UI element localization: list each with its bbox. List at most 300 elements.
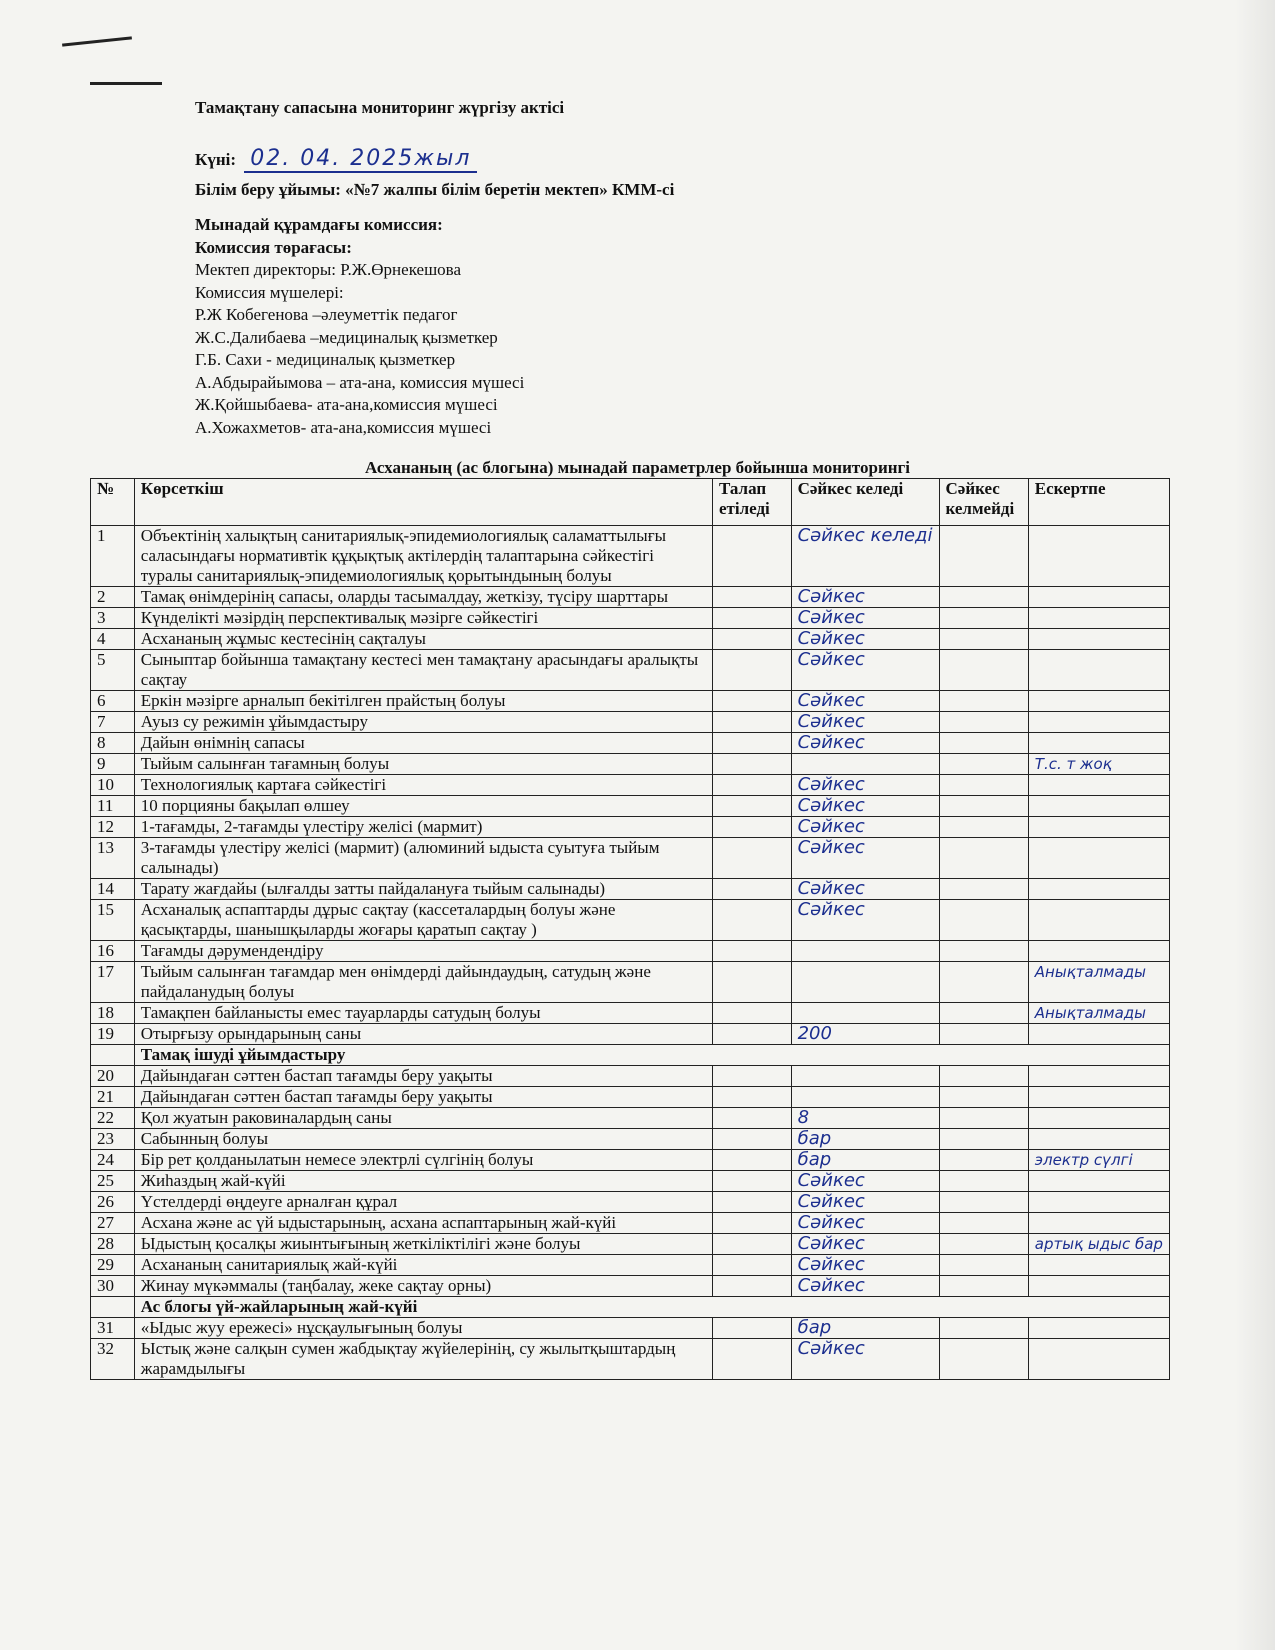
table-row [91,1318,1170,1339]
row-compliant-value: Сәйкес [797,816,865,837]
row-compliant [791,817,939,838]
date-label: Күні: [195,150,237,169]
commission-member: Г.Б. Сахи - медициналық қызметкер [195,350,456,369]
row-required [712,1129,791,1150]
row-required [712,608,791,629]
row-indicator-value: Жиһаздың жай-күйі [140,1171,286,1190]
row-note [1028,691,1169,712]
row-indicator [134,629,712,650]
row-number-value: 9 [97,754,106,773]
table-row [91,1087,1170,1108]
table-title: Асхананың (ас блогына) мынадай параметрлер бойынша мониторингі [365,458,910,477]
row-compliant-value: Сәйкес [797,899,865,920]
table-header-row [91,479,1170,526]
row-noncompliant [939,650,1028,691]
row-number [91,838,135,879]
row-required [712,941,791,962]
row-indicator-value: Асхананың жұмыс кестесінің сақталуы [140,629,426,648]
row-indicator [134,1087,712,1108]
row-number-value: 14 [97,879,114,898]
row-compliant [791,1234,939,1255]
row-indicator [134,1255,712,1276]
table-row [91,1276,1170,1297]
row-compliant-value: Сәйкес [797,628,865,649]
row-note [1028,1234,1169,1255]
header-compliant: Сәйкес келеді [791,479,939,526]
row-number-value: 26 [97,1192,114,1211]
pen-mark [90,82,162,85]
row-required [712,1192,791,1213]
section-title: Тамақ ішуді ұйымдастыру [134,1045,1169,1066]
row-number-value: 3 [97,608,106,627]
row-indicator [134,526,712,587]
row-noncompliant [939,1024,1028,1045]
row-note [1028,1024,1169,1045]
row-note [1028,1087,1169,1108]
row-noncompliant [939,962,1028,1003]
row-number [91,733,135,754]
row-noncompliant [939,1339,1028,1380]
row-note [1028,838,1169,879]
row-compliant [791,1339,939,1380]
date-row [195,146,477,171]
commission-block [195,214,524,439]
table-row [91,1192,1170,1213]
section-number-cell [91,1045,135,1066]
table-row [91,733,1170,754]
row-indicator-value: Дайын өнімнің сапасы [140,733,305,752]
row-number-value: 4 [97,629,106,648]
row-note [1028,1066,1169,1087]
pen-mark [62,36,132,46]
row-indicator [134,691,712,712]
row-compliant-value: Сәйкес [797,607,865,628]
table-body [91,526,1170,1380]
row-number-value: 12 [97,817,114,836]
row-note [1028,629,1169,650]
row-number [91,1087,135,1108]
row-compliant [791,608,939,629]
table-row [91,754,1170,775]
row-required [712,1003,791,1024]
row-note [1028,608,1169,629]
row-compliant [791,1255,939,1276]
row-indicator-value: Асхананың санитариялық жай-күйі [140,1255,398,1274]
row-required [712,1024,791,1045]
row-number [91,608,135,629]
row-noncompliant [939,775,1028,796]
row-note [1028,900,1169,941]
row-noncompliant [939,1255,1028,1276]
row-number [91,1003,135,1024]
row-compliant-value: бар [797,1317,832,1338]
row-indicator-value: Үстелдерді өңдеуге арналған құрал [140,1192,398,1211]
row-number-value: 1 [97,526,106,545]
row-required [712,629,791,650]
row-note [1028,1003,1169,1024]
row-compliant [791,962,939,1003]
row-noncompliant [939,587,1028,608]
row-note [1028,1192,1169,1213]
row-indicator [134,1213,712,1234]
row-number [91,1255,135,1276]
section-row [91,1045,1170,1066]
row-number [91,1150,135,1171]
row-number-value: 8 [97,733,106,752]
row-indicator [134,1129,712,1150]
row-number [91,900,135,941]
row-number [91,691,135,712]
row-number [91,1171,135,1192]
table-row [91,796,1170,817]
row-indicator-value: Тамақпен байланысты емес тауарларды сатудың болуы [140,1003,541,1022]
row-note [1028,1150,1169,1171]
header-noncompliant: Сәйкес келмейді [939,479,1028,526]
row-number [91,1024,135,1045]
row-compliant-value: Сәйкес [797,837,865,858]
row-noncompliant [939,691,1028,712]
row-required [712,712,791,733]
commission-member: Р.Ж Кобегенова –әлеуметтік педагог [195,305,458,324]
row-compliant-value: Сәйкес [797,795,865,816]
row-note [1028,796,1169,817]
row-note [1028,817,1169,838]
row-indicator-value: Отырғызу орындарының саны [140,1024,362,1043]
row-indicator [134,900,712,941]
row-indicator-value: «Ыдыс жуу ережесі» нұсқаулығының болуы [140,1318,463,1337]
row-compliant-value: Сәйкес [797,1170,865,1191]
row-indicator-value: 1-тағамды, 2-тағамды үлестіру желісі (мармит) [140,817,483,836]
commission-member: Ж.Қойшыбаева- ата-ана,комиссия мүшесі [195,395,498,414]
row-required [712,1255,791,1276]
row-note [1028,587,1169,608]
row-required [712,1339,791,1380]
row-note [1028,775,1169,796]
row-note-value: артық ыдыс бар [1034,1235,1163,1253]
row-compliant-value: Сәйкес келеді [797,525,933,546]
row-noncompliant [939,1234,1028,1255]
row-number-value: 21 [97,1087,114,1106]
table-row [91,608,1170,629]
row-compliant [791,1129,939,1150]
row-required [712,691,791,712]
row-number-value: 27 [97,1213,114,1232]
row-required [712,754,791,775]
row-required [712,1087,791,1108]
row-indicator [134,1234,712,1255]
row-compliant-value: Сәйкес [797,586,865,607]
row-noncompliant [939,608,1028,629]
row-note [1028,650,1169,691]
row-number-value: 5 [97,650,106,669]
row-number-value: 10 [97,775,114,794]
row-indicator-value: Тыйым салынған тағамдар мен өнімдерді дайындаудың, сатудың және пайдаланудың болуы [140,962,651,1001]
row-note [1028,1213,1169,1234]
row-noncompliant [939,817,1028,838]
table-row [91,1108,1170,1129]
table-row [91,1255,1170,1276]
row-compliant-value: Сәйкес [797,1338,865,1359]
row-number-value: 20 [97,1066,114,1085]
row-required [712,838,791,879]
row-compliant [791,1171,939,1192]
row-indicator-value: Тыйым салынған тағамның болуы [140,754,390,773]
row-note [1028,1255,1169,1276]
row-compliant [791,879,939,900]
row-note-value: Анықталмады [1034,963,1147,981]
row-compliant [791,733,939,754]
row-number-value: 30 [97,1276,114,1295]
row-indicator-value: Асханалық аспаптарды дұрыс сақтау (кассеталардың болуы және қасықтарды, шанышқыларды жоғары қаратып сақтау ) [140,900,616,939]
row-required [712,733,791,754]
row-noncompliant [939,1171,1028,1192]
row-required [712,817,791,838]
row-indicator-value: Ыстық және салқын сумен жабдықтау жүйелерінің, су жылытқыштардың жарамдылығы [140,1339,676,1378]
row-compliant-value: Сәйкес [797,774,865,795]
row-required [712,1318,791,1339]
row-note-value: Анықталмады [1034,1004,1147,1022]
row-compliant-value: бар [797,1128,832,1149]
row-required [712,962,791,1003]
row-indicator-value: Объектінің халықтың санитариялық-эпидемиологиялық саламаттылығы саласындағы нормативтік құқықтық актілердің талаптарына сәйкестігі туралы санитариялық-эпидемиологиялық қорытындының болуы [140,526,667,585]
row-number-value: 28 [97,1234,114,1253]
row-note [1028,879,1169,900]
row-indicator-value: 10 порцияны бақылап өлшеу [140,796,350,815]
table-row [91,629,1170,650]
row-number [91,775,135,796]
table-row [91,879,1170,900]
row-indicator [134,1108,712,1129]
commission-composition: Мынадай құрамдағы комиссия: [195,215,443,234]
header-indicator: Көрсеткіш [134,479,712,526]
row-noncompliant [939,1150,1028,1171]
row-number-value: 29 [97,1255,114,1274]
row-compliant [791,754,939,775]
row-noncompliant [939,1066,1028,1087]
row-noncompliant [939,1129,1028,1150]
table-row [91,1234,1170,1255]
row-number [91,587,135,608]
table-row [91,1213,1170,1234]
row-noncompliant [939,879,1028,900]
row-indicator [134,838,712,879]
commission-chair-label: Комиссия төрағасы: [195,237,352,257]
row-number [91,962,135,1003]
table-row [91,1129,1170,1150]
row-compliant-value: 200 [797,1023,832,1044]
row-indicator-value: Сабынның болуы [140,1129,269,1148]
row-note [1028,941,1169,962]
row-indicator-value: Тарату жағдайы (ылғалды затты пайдалануға тыйым салынады) [140,879,606,898]
table-row [91,691,1170,712]
row-indicator-value: Еркін мәзірге арналып бекітілген прайстың болуы [140,691,506,710]
row-noncompliant [939,1213,1028,1234]
row-indicator [134,608,712,629]
row-indicator [134,754,712,775]
row-note-value: Т.с. т жоқ [1034,755,1112,773]
row-noncompliant [939,1108,1028,1129]
row-compliant [791,1213,939,1234]
row-noncompliant [939,941,1028,962]
row-compliant [791,1003,939,1024]
row-indicator-value: Қол жуатын раковиналардың саны [140,1108,392,1127]
row-number [91,650,135,691]
row-number-value: 18 [97,1003,114,1022]
row-required [712,1234,791,1255]
commission-chair: Мектеп директоры: Р.Ж.Өрнекешова [195,260,462,279]
row-number [91,1339,135,1380]
table-row [91,962,1170,1003]
row-number [91,1234,135,1255]
row-noncompliant [939,526,1028,587]
row-number-value: 25 [97,1171,114,1190]
row-compliant-value: Сәйкес [797,1212,865,1233]
table-row [91,1003,1170,1024]
row-compliant [791,1318,939,1339]
row-number-value: 22 [97,1108,114,1127]
row-note [1028,526,1169,587]
row-indicator-value: Дайындаған сәттен бастап тағамды беру уақыты [140,1066,493,1085]
commission-member: Ж.С.Далибаева –медициналық қызметкер [195,327,498,347]
row-compliant-value: Сәйкес [797,878,865,899]
row-number [91,712,135,733]
row-number [91,1276,135,1297]
row-number-value: 24 [97,1150,114,1169]
table-row [91,1024,1170,1045]
commission-members-label: Комиссия мүшелері: [195,282,344,302]
row-note [1028,712,1169,733]
row-number [91,1108,135,1129]
row-indicator [134,941,712,962]
date-value: 02. 04. 2025жыл [244,146,477,173]
row-compliant [791,775,939,796]
row-number-value: 16 [97,941,114,960]
row-required [712,879,791,900]
row-note [1028,1339,1169,1380]
row-number [91,941,135,962]
header-required: Талап етіледі [712,479,791,526]
row-compliant [791,796,939,817]
row-indicator [134,1318,712,1339]
row-required [712,796,791,817]
row-number [91,1318,135,1339]
row-number-value: 23 [97,1129,114,1148]
row-required [712,650,791,691]
row-required [712,900,791,941]
row-noncompliant [939,1087,1028,1108]
row-note [1028,1129,1169,1150]
table-row [91,526,1170,587]
row-indicator-value: Тамақ өнімдерінің сапасы, оларды тасымалдау, жеткізу, түсіру шарттары [140,587,669,606]
row-indicator-value: 3-тағамды үлестіру желісі (мармит) (алюминий ыдыста суытуға тыйым салынады) [140,838,660,877]
row-note [1028,1318,1169,1339]
row-number-value: 17 [97,962,114,981]
row-number [91,1129,135,1150]
row-number-value: 2 [97,587,106,606]
row-compliant [791,941,939,962]
table-row [91,817,1170,838]
row-indicator [134,775,712,796]
row-number [91,796,135,817]
row-compliant-value: 8 [797,1107,810,1128]
row-number-value: 15 [97,900,114,919]
monitoring-table [90,478,1170,1380]
row-indicator-value: Күнделікті мәзірдің перспективалық мәзірге сәйкестігі [140,608,539,627]
row-indicator-value: Жинау мүкәммалы (таңбалау, жеке сақтау орны) [140,1276,492,1295]
row-indicator [134,962,712,1003]
row-noncompliant [939,1192,1028,1213]
row-compliant [791,691,939,712]
row-compliant [791,1192,939,1213]
row-indicator-value: Ауыз су режимін ұйымдастыру [140,712,369,731]
row-compliant-value: Сәйкес [797,1254,865,1275]
row-number [91,879,135,900]
row-compliant [791,1108,939,1129]
table-row [91,838,1170,879]
row-compliant-value: Сәйкес [797,711,865,732]
row-compliant [791,1024,939,1045]
row-compliant [791,650,939,691]
row-indicator-value: Асхана және ас үй ыдыстарының, асхана аспаптарының жай-күйі [140,1213,617,1232]
table-row [91,1150,1170,1171]
row-indicator [134,817,712,838]
row-number [91,1213,135,1234]
row-number-value: 7 [97,712,106,731]
page-edge [1235,0,1275,1650]
row-number [91,754,135,775]
row-compliant [791,629,939,650]
table-row [91,1171,1170,1192]
row-compliant [791,712,939,733]
row-noncompliant [939,900,1028,941]
row-required [712,775,791,796]
row-required [712,587,791,608]
document-title: Тамақтану сапасына мониторинг жүргізу актісі [195,98,565,117]
row-note [1028,1171,1169,1192]
row-indicator-value: Дайындаған сәттен бастап тағамды беру уақыты [140,1087,493,1106]
section-row [91,1297,1170,1318]
row-number [91,1192,135,1213]
row-number [91,817,135,838]
row-noncompliant [939,796,1028,817]
row-required [712,1066,791,1087]
table-row [91,1066,1170,1087]
header-no: № [91,479,135,526]
table-row [91,775,1170,796]
row-number [91,1066,135,1087]
row-note [1028,1108,1169,1129]
row-number-value: 13 [97,838,114,857]
row-indicator [134,1150,712,1171]
row-compliant [791,587,939,608]
header-note: Ескертпе [1028,479,1169,526]
row-compliant-value: Сәйкес [797,1191,865,1212]
row-note [1028,754,1169,775]
row-indicator-value: Технологиялық картаға сәйкестігі [140,775,387,794]
row-indicator [134,1276,712,1297]
row-number [91,629,135,650]
row-indicator [134,796,712,817]
row-compliant [791,526,939,587]
row-note [1028,733,1169,754]
row-indicator [134,1192,712,1213]
row-number-value: 11 [97,796,114,815]
row-compliant [791,900,939,941]
row-indicator [134,1339,712,1380]
row-required [712,1150,791,1171]
row-indicator-value: Бір рет қолданылатын немесе электрлі сүлгінің болуы [140,1150,534,1169]
row-compliant [791,1087,939,1108]
